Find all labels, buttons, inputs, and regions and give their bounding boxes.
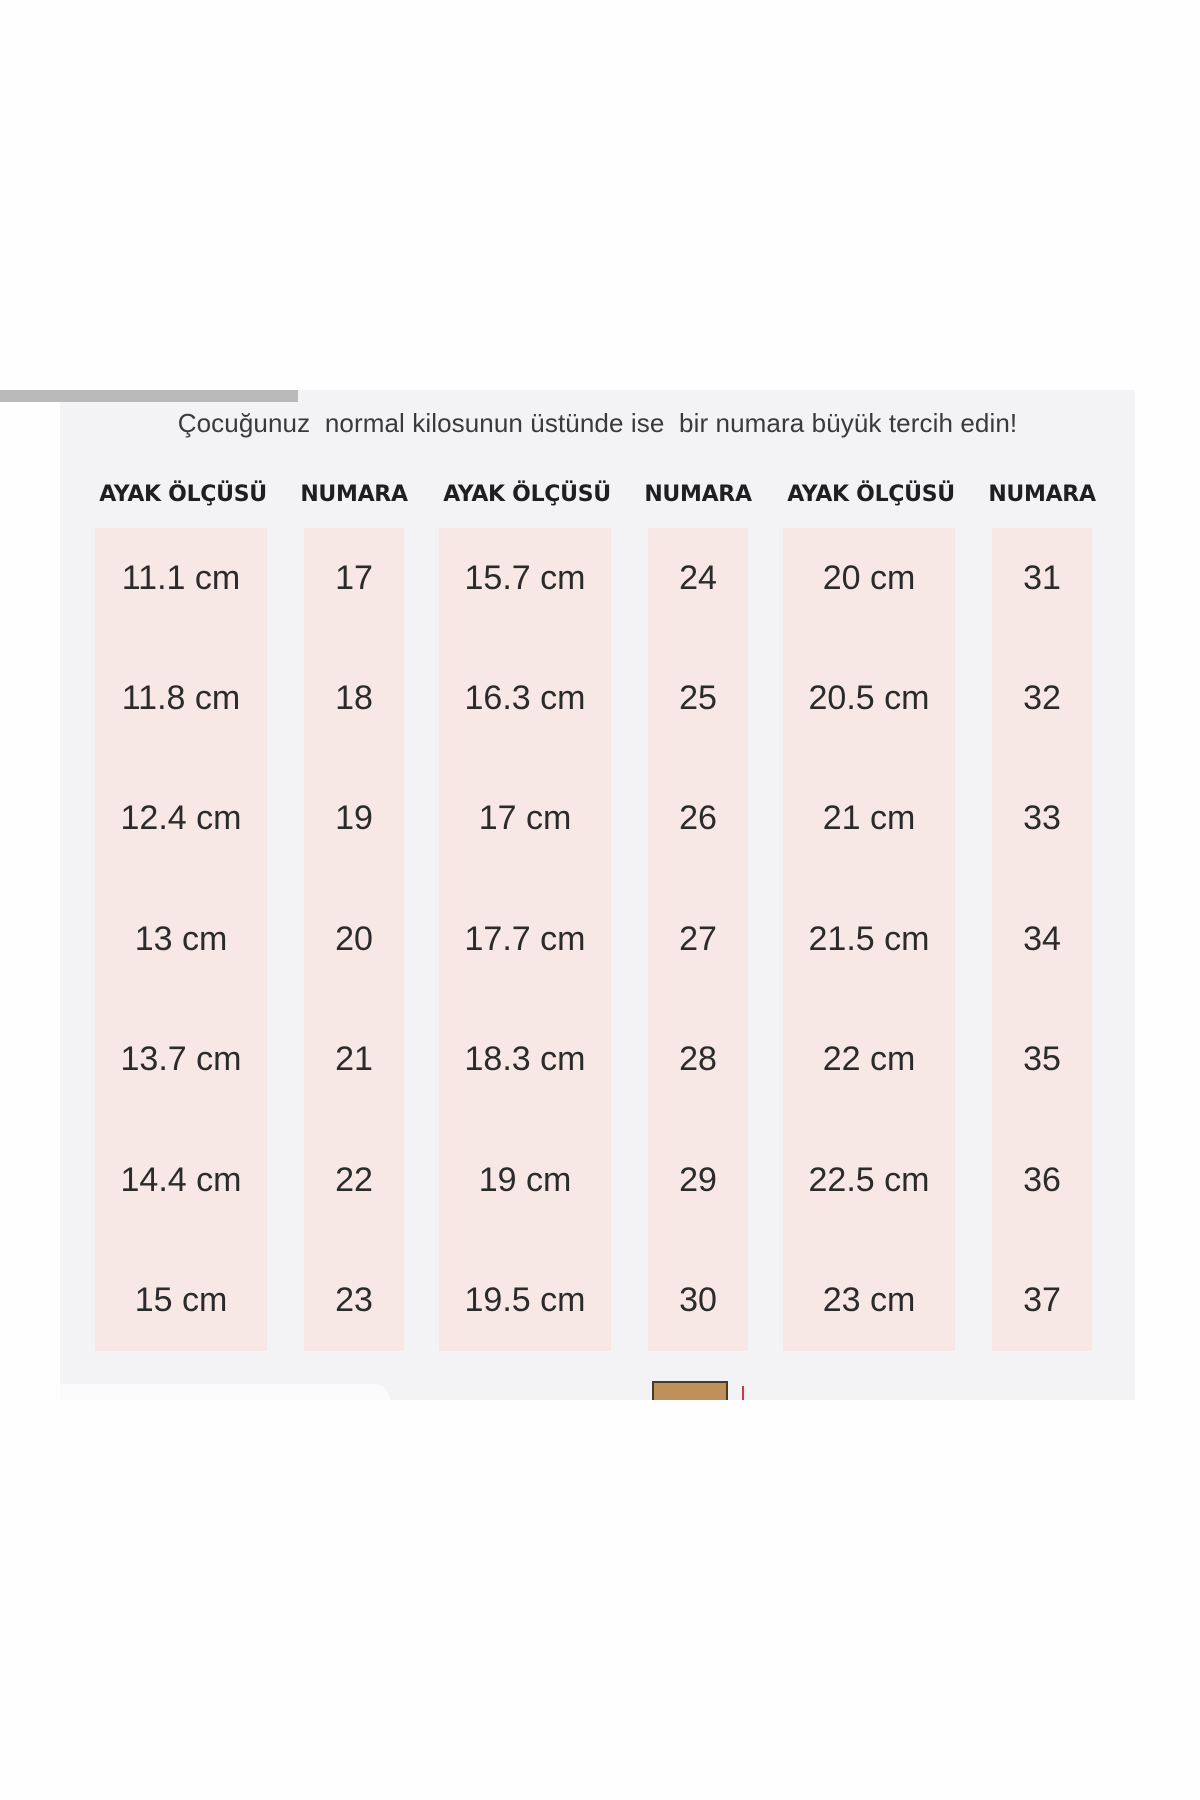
foot-length-cell: 18.3 cm (464, 1040, 586, 1078)
size-number-cell: 35 (1023, 1040, 1061, 1078)
foot-length-cell: 19.5 cm (464, 1281, 586, 1319)
next-section-edge (60, 1384, 390, 1400)
column-header-size: NUMARA (988, 482, 1096, 507)
size-number-cell: 27 (679, 920, 717, 958)
red-marker (742, 1386, 744, 1400)
size-number-cell: 32 (1023, 679, 1061, 717)
size-number-cell: 23 (335, 1281, 373, 1319)
product-color-swatch (652, 1381, 728, 1400)
foot-length-cell: 19 cm (478, 1161, 572, 1199)
column-header-size: NUMARA (300, 482, 408, 507)
column-header-size: NUMARA (644, 482, 752, 507)
column-header-foot-length: AYAK ÖLÇÜSÜ (443, 482, 611, 507)
foot-length-cell: 17 cm (478, 799, 572, 837)
size-number-cell: 24 (679, 559, 717, 597)
size-number-cell: 21 (335, 1040, 373, 1078)
size-number-cell: 26 (679, 799, 717, 837)
foot-length-cell: 14.4 cm (120, 1161, 242, 1199)
foot-length-cell: 11.1 cm (121, 559, 241, 597)
foot-length-cell: 23 cm (822, 1281, 916, 1319)
foot-length-cell: 12.4 cm (120, 799, 242, 837)
foot-length-cell: 17.7 cm (464, 920, 586, 958)
size-number-cell: 37 (1023, 1281, 1061, 1319)
foot-length-cell: 22.5 cm (808, 1161, 930, 1199)
size-number-cell: 29 (679, 1161, 717, 1199)
size-number-cell: 20 (335, 920, 373, 958)
top-divider (0, 390, 298, 402)
foot-length-cell: 21.5 cm (808, 920, 930, 958)
size-number-cell: 30 (679, 1281, 717, 1319)
size-number-cell: 22 (335, 1161, 373, 1199)
size-number-cell: 28 (679, 1040, 717, 1078)
size-number-cell: 31 (1023, 559, 1061, 597)
size-number-cell: 18 (335, 679, 373, 717)
blank-area (0, 1400, 1200, 1800)
size-number-cell: 19 (335, 799, 373, 837)
size-number-cell: 25 (679, 679, 717, 717)
size-advice-note: Çocuğunuz normal kilosunun üstünde ise bir numara büyük tercih edin! (177, 408, 1018, 438)
column-header-foot-length: AYAK ÖLÇÜSÜ (99, 482, 267, 507)
foot-length-cell: 16.3 cm (464, 679, 586, 717)
size-number-cell: 36 (1023, 1161, 1061, 1199)
size-number-cell: 34 (1023, 920, 1061, 958)
foot-length-cell: 21 cm (822, 799, 916, 837)
foot-length-cell: 13 cm (134, 920, 228, 958)
foot-length-cell: 20.5 cm (808, 679, 930, 717)
foot-length-cell: 11.8 cm (121, 679, 241, 717)
foot-length-cell: 15.7 cm (464, 559, 586, 597)
foot-length-cell: 13.7 cm (120, 1040, 242, 1078)
column-header-foot-length: AYAK ÖLÇÜSÜ (787, 482, 955, 507)
foot-length-cell: 22 cm (822, 1040, 916, 1078)
foot-length-cell: 15 cm (134, 1281, 228, 1319)
size-number-cell: 33 (1023, 799, 1061, 837)
foot-length-cell: 20 cm (822, 559, 916, 597)
size-number-cell: 17 (335, 559, 373, 597)
